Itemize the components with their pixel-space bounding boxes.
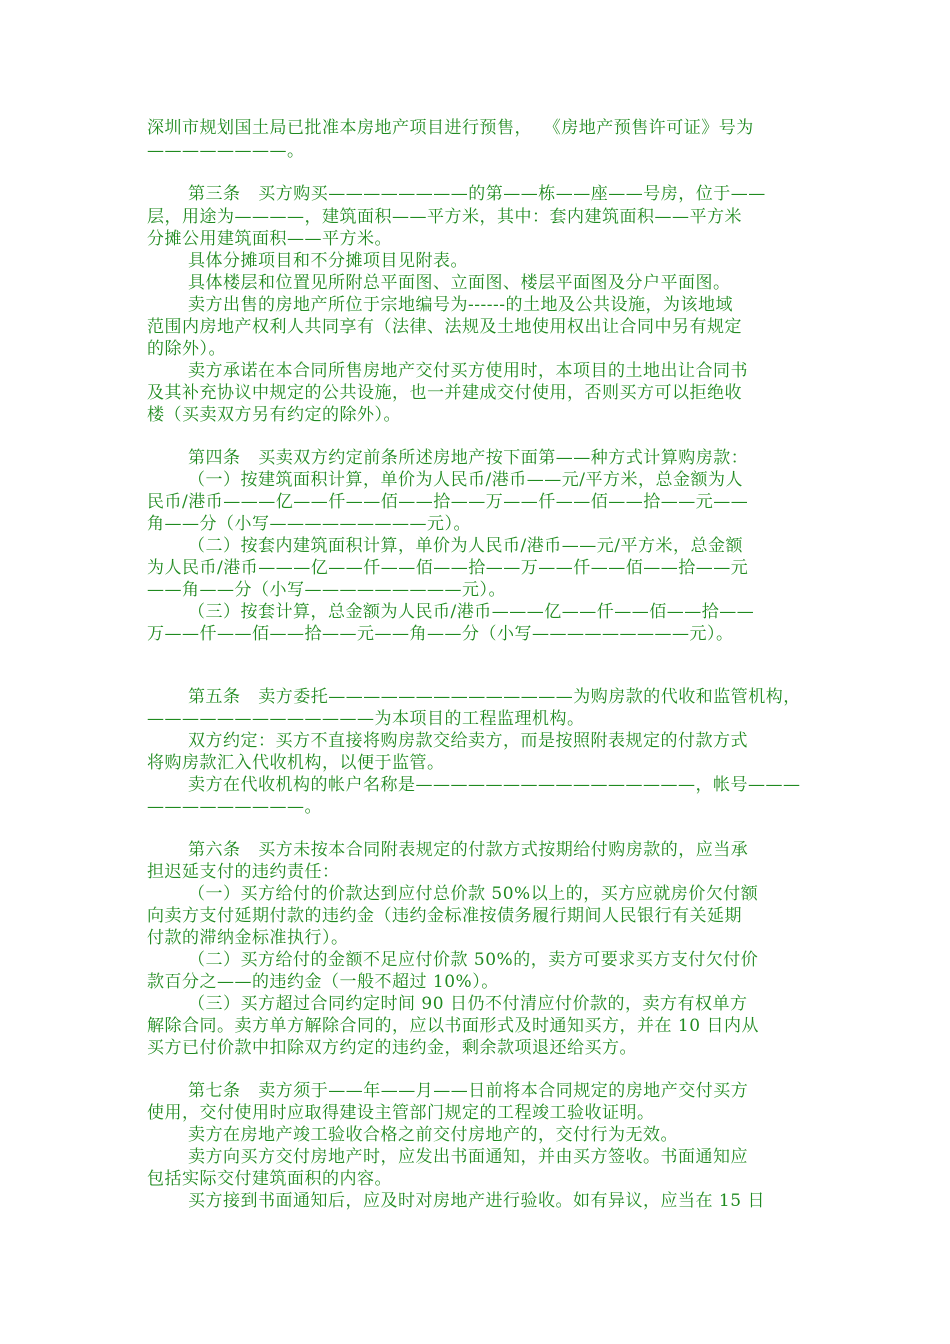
text-line: 解除合同。卖方单方解除合同的，应以书面形式及时通知买方，并在 10 日内从 [147, 1016, 759, 1036]
text-line: 民币/港币———亿——仟——佰——拾——万——仟——佰——拾——元—— [147, 492, 749, 512]
text-line: 卖方出售的房地产所位于宗地编号为------的土地及公共设施，为该地域 [188, 295, 733, 315]
text-line: 使用，交付使用时应取得建设主管部门规定的工程竣工验收证明。 [147, 1103, 655, 1123]
text-line: 卖方承诺在本合同所售房地产交付买方使用时，本项目的土地出让合同书 [188, 361, 748, 381]
text-line: 双方约定：买方不直接将购房款交给卖方，而是按照附表规定的付款方式 [188, 731, 748, 751]
text-line: —————————————为本项目的工程监理机构。 [147, 709, 585, 729]
text-line: （二）买方给付的金额不足应付价款 50%的，卖方可要求买方支付欠付价 [188, 950, 759, 970]
text-line: ————————。 [147, 141, 305, 161]
text-line: 付款的滞纳金标准执行）。 [147, 928, 349, 948]
text-line: 范围内房地产权利人共同享有（法律、法规及土地使用权出让合同中另有规定 [147, 317, 742, 337]
text-line: 万——仟——佰——拾——元——角——分（小写—————————元）。 [147, 624, 734, 644]
text-line: 层，用途为————，建筑面积——平方米，其中：套内建筑面积——平方米 [147, 207, 742, 227]
text-line: 款百分之——的违约金（一般不超过 10%）。 [147, 972, 499, 992]
text-line: 楼（买卖双方另有约定的除外）。 [147, 405, 401, 425]
text-line: —————————。 [147, 797, 322, 817]
text-line: 角——分（小写—————————元）。 [147, 514, 471, 534]
text-line: 分摊公用建筑面积——平方米。 [147, 229, 392, 249]
text-line: 及其补充协议中规定的公共设施，也一并建成交付使用，否则买方可以拒绝收 [147, 383, 742, 403]
text-line: ——角——分（小写—————————元）。 [147, 580, 506, 600]
text-line: 将购房款汇入代收机构，以便于监管。 [147, 753, 445, 773]
article-heading-line: 第三条 买方购买————————的第——栋——座——号房，位于—— [188, 184, 766, 204]
text-line: 担迟延支付的违约责任： [147, 862, 340, 882]
text-line: （一）按建筑面积计算，单价为人民币/港币——元/平方米，总金额为人 [188, 470, 743, 490]
article-heading-line: 第四条 买卖双方约定前条所述房地产按下面第——种方式计算购房款： [188, 448, 749, 468]
text-line: （二）按套内建筑面积计算，单价为人民币/港币——元/平方米，总金额 [188, 536, 743, 556]
text-line: 的除外）。 [147, 339, 226, 359]
text-line: 具体分摊项目和不分摊项目见附表。 [188, 251, 468, 271]
text-line: 具体楼层和位置见所附总平面图、立面图、楼层平面图及分户平面图。 [188, 273, 731, 293]
text-line: 为人民币/港币———亿——仟——佰——拾——万——仟——佰——拾——元 [147, 558, 749, 578]
text-line: （三）买方超过合同约定时间 90 日仍不付清应付价款的，卖方有权单方 [188, 994, 748, 1014]
text-line: 卖方在房地产竣工验收合格之前交付房地产的，交付行为无效。 [188, 1125, 678, 1145]
text-line: 买方接到书面通知后，应及时对房地产进行验收。如有异议，应当在 15 日 [188, 1191, 765, 1211]
article-heading-line: 第六条 买方未按本合同附表规定的付款方式按期给付购房款的，应当承 [188, 840, 749, 860]
text-line: 卖方向买方交付房地产时，应发出书面通知，并由买方签收。书面通知应 [188, 1147, 748, 1167]
text-line: 买方已付价款中扣除双方约定的违约金，剩余款项退还给买方。 [147, 1038, 637, 1058]
text-line: （一）买方给付的价款达到应付总价款 50%以上的，买方应就房价欠付额 [188, 884, 759, 904]
text-line: 包括实际交付建筑面积的内容。 [147, 1169, 392, 1189]
text-line: 卖方在代收机构的帐户名称是————————————————，帐号——— [188, 775, 801, 795]
text-line: 向卖方支付延期付款的违约金（违约金标准按债务履行期间人民银行有关延期 [147, 906, 742, 926]
text-line: 深圳市规划国土局已批准本房地产项目进行预售， 《房地产预售许可证》号为 [147, 118, 754, 138]
text-line: （三）按套计算，总金额为人民币/港币———亿——仟——佰——拾—— [188, 602, 755, 622]
article-heading-line: 第五条 卖方委托——————————————为购房款的代收和监管机构， [188, 687, 801, 707]
article-heading-line: 第七条 卖方须于——年——月——日前将本合同规定的房地产交付买方 [188, 1081, 749, 1101]
